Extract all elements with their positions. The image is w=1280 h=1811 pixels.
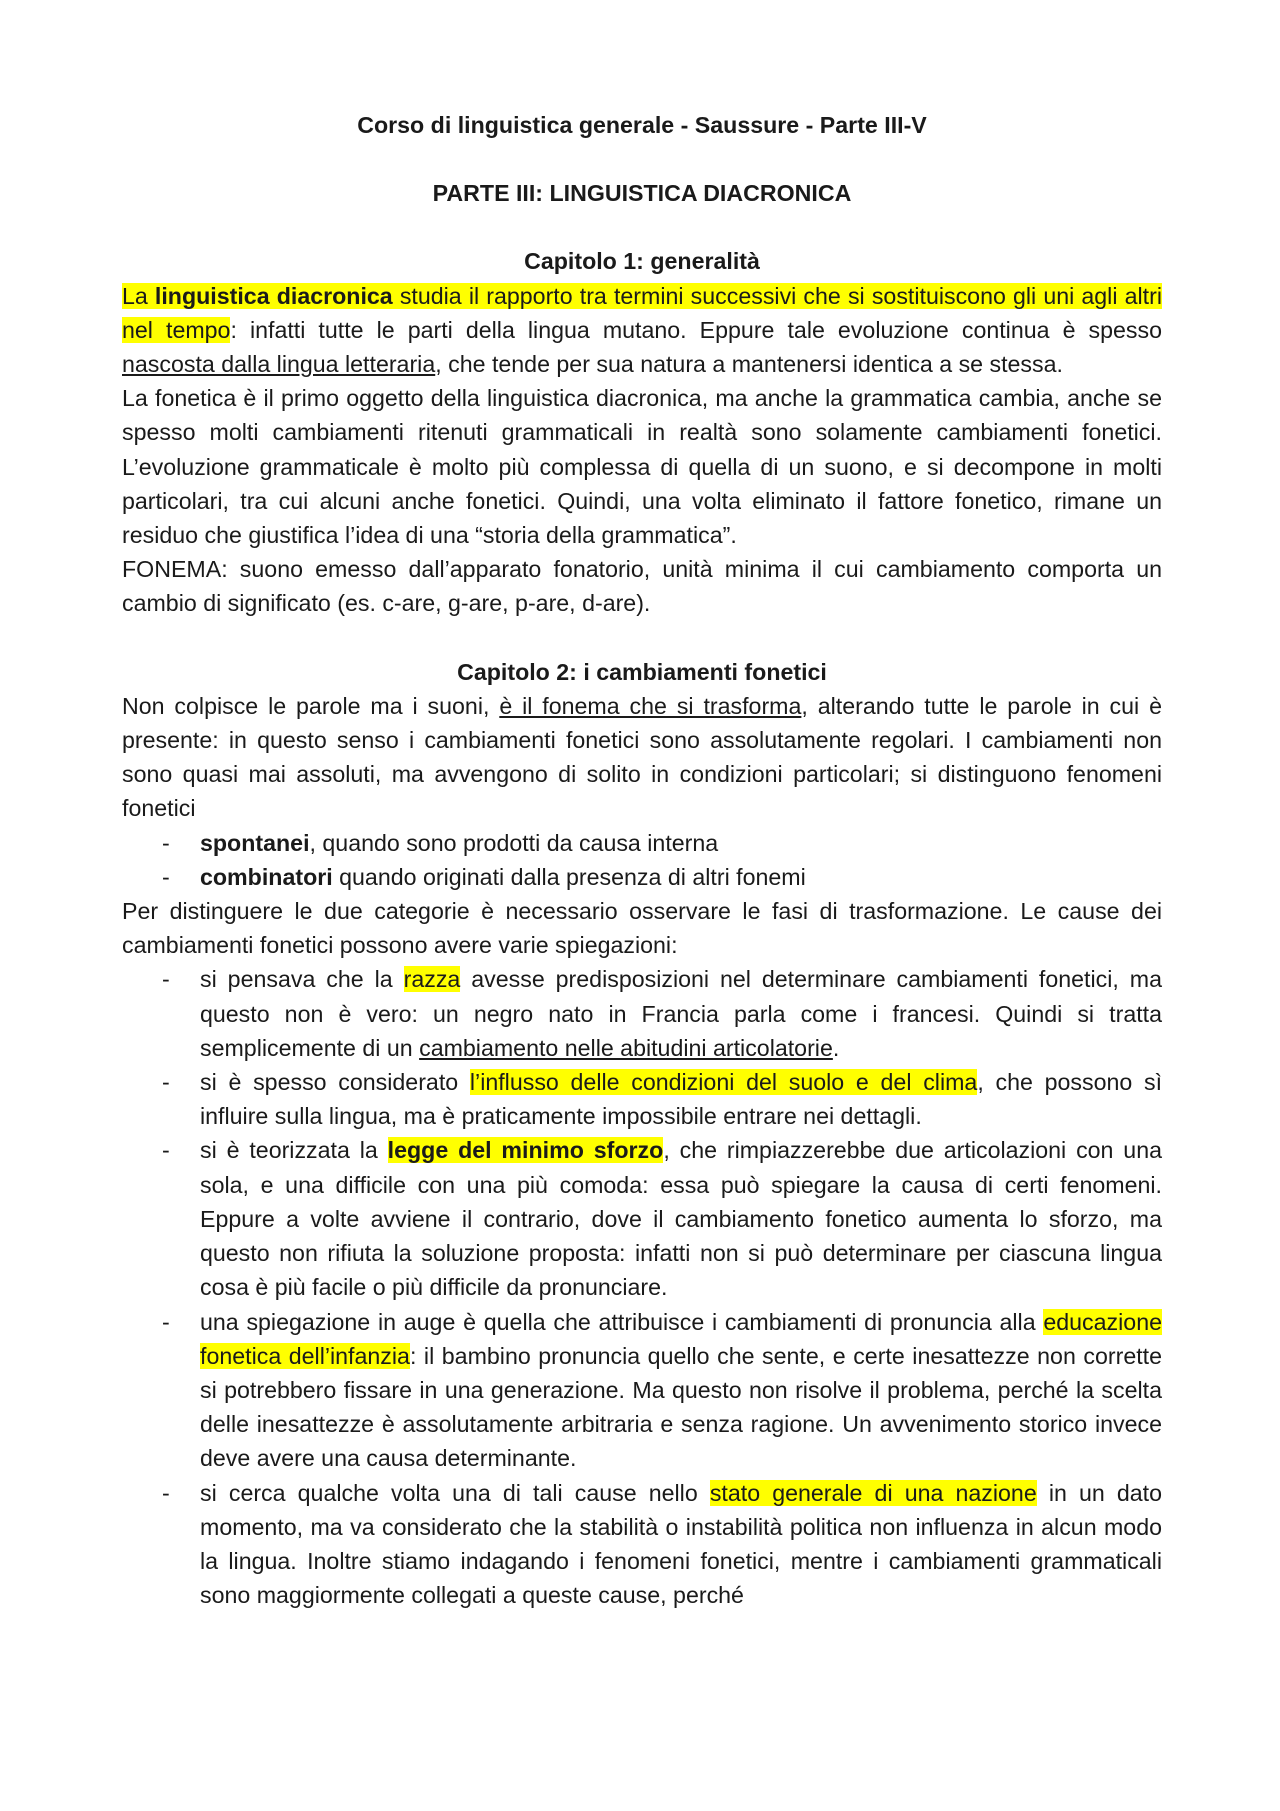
highlight: educazione fonetica dell’infanzia: [200, 1308, 1162, 1369]
chapter-2-paragraph-1: Non colpisce le parole ma i suoni, è il fonema che si trasforma, alterando tutte le parole in cui è presente: in questo senso i cambiamenti fonetici sono assolutamente regolari. I cambiamenti non sono quasi mai assoluti, ma avvengono di solito in condizioni particolari; si distinguono fenomeni fonetici: [122, 692, 1162, 822]
chapter-1-paragraph-1: La linguistica diacronica studia il rapporto tra termini successivi che si sostituiscono gli uni agli altri nel tempo: infatti tutte le parti della lingua mutano. Eppure tale evoluzione continua è spesso nascosta dalla lingua letteraria, che tende per sua natura a mantenersi identica a se stessa.: [122, 282, 1162, 378]
phenomena-list: [122, 826, 1162, 894]
list-item: - si è spesso considerato l’influsso delle condizioni del suolo e del clima, che possono sì influire sulla lingua, ma è praticamente impossibile entrare nei dettagli.: [122, 1065, 1162, 1133]
list-item: - combinatori quando originati dalla presenza di altri fonemi: [122, 860, 1162, 894]
highlight: stato generale di una nazione: [709, 1479, 1037, 1506]
chapter-2-paragraph-2: Per distinguere le due categorie è necessario osservare le fasi di trasformazione. Le cause dei cambiamenti fonetici possono avere varie spiegazioni:: [122, 898, 1162, 959]
list-item: - si è teorizzata la legge del minimo sforzo, che rimpiazzerebbe due articolazioni con una sola, e una difficile con una più comoda: essa può spiegare la causa di certi fenomeni. Eppure a volte avviene il contrario, dove il cambiamento fonetico aumenta lo sforzo, ma questo non rifiuta la soluzione proposta: infatti non si può determinare per ciascuna lingua cosa è più facile o più difficile da pronunciare.: [122, 1133, 1162, 1304]
chapter-1-paragraph-3: FONEMA: suono emesso dall’apparato fonatorio, unità minima il cui cambiamento comporta un cambio di significato (es. c-are, g-are, p-are, d-are).: [122, 556, 1162, 617]
term-linguistica-diacronica: linguistica diacronica: [154, 282, 393, 309]
part-heading: PARTE III: LINGUISTICA DIACRONICA: [432, 180, 852, 207]
list-item: - una spiegazione in auge è quella che attribuisce i cambiamenti di pronuncia alla educazione fonetica dell’infanzia: il bambino pronuncia quello che sente, e certe inesattezze non corrette si potrebbero fissare in una generazione. Ma questo non risolve il problema, perché la scelta delle inesattezze è assolutamente arbitraria e senza ragione. Un avvenimento storico invece deve avere una causa determinante.: [122, 1305, 1162, 1476]
underlined-phrase: nascosta dalla lingua letteraria: [122, 351, 436, 378]
document-page: [122, 108, 1162, 1612]
chapter-2-heading: Capitolo 2: i cambiamenti fonetici: [457, 658, 827, 685]
highlight: legge del minimo sforzo: [387, 1137, 664, 1164]
underlined-phrase: cambiamento nelle abitudini articolatorie: [419, 1034, 833, 1061]
list-item: - spontanei, quando sono prodotti da causa interna: [122, 826, 1162, 860]
chapter-1-heading: Capitolo 1: generalità: [524, 248, 760, 275]
causes-list: [122, 962, 1162, 1612]
highlight: razza: [403, 966, 461, 993]
list-item: - si pensava che la razza avesse predisposizioni nel determinare cambiamenti fonetici, ma questo non è vero: un negro nato in Francia parla come i francesi. Quindi si tratta semplicemente di un cambiamento nelle abitudini articolatorie.: [122, 962, 1162, 1065]
underlined-phrase: è il fonema che si trasforma: [499, 692, 802, 719]
document-title: Corso di linguistica generale - Saussure - Parte III-V: [357, 112, 927, 138]
list-item: - si cerca qualche volta una di tali cause nello stato generale di una nazione in un dato momento, ma va considerato che la stabilità o instabilità politica non influenza in alcun modo la lingua. Inoltre stiamo indagando i fenomeni fonetici, mentre i cambiamenti grammaticali sono maggiormente collegati a queste cause, perché: [122, 1476, 1162, 1613]
spacer: [122, 621, 1162, 655]
chapter-1-paragraph-2: La fonetica è il primo oggetto della linguistica diacronica, ma anche la grammatica cambia, anche se spesso molti cambiamenti ritenuti grammaticali in realtà sono solamente cambiamenti fonetici. L’evoluzione grammaticale è molto più complessa di quella di un suono, e si decompone in molti particolari, tra cui alcuni anche fonetici. Quindi, una volta eliminato il fattore fonetico, rimane un residuo che giustifica l’idea di una “storia della grammatica”.: [122, 385, 1162, 549]
highlight-definition: La linguistica diacronica studia il rapporto tra termini successivi che si sostituiscono gli uni agli altri nel tempo: [122, 282, 1162, 343]
highlight: l’influsso delle condizioni del suolo e del clima: [469, 1069, 978, 1096]
